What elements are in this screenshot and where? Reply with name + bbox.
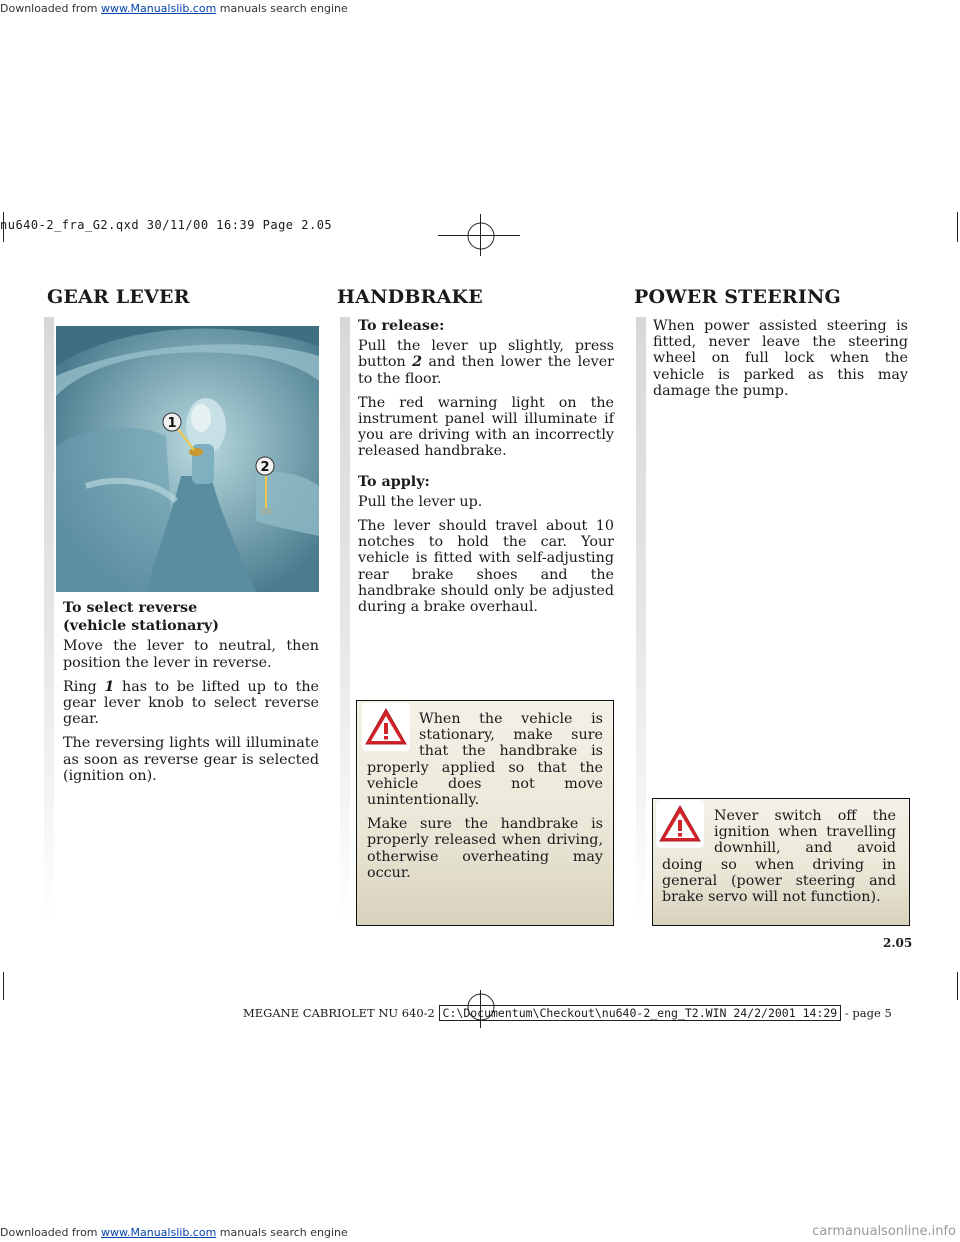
- registration-mark-top: [466, 221, 496, 251]
- manualslib-link[interactable]: www.Manualslib.com: [101, 1226, 217, 1239]
- watermark: carmanualsonline.info: [812, 1224, 956, 1239]
- warning-light-text: The red warning light on the instrument panel will illuminate if you are driving with an incorrectly released handbrake.: [358, 394, 614, 460]
- icon-text-spacer: [367, 711, 419, 759]
- power-steering-text: [653, 318, 908, 407]
- download-prefix: Downloaded from: [0, 1226, 102, 1239]
- download-credit: [0, 1226, 348, 1239]
- footer-suffix: - page 5: [844, 1006, 892, 1020]
- release-text: Pull the lever up slightly, press button 2 and then lower the lever to the floor.: [358, 338, 614, 387]
- download-credit-top: [0, 2, 348, 15]
- handbrake-warning-text: [367, 711, 603, 889]
- gear-lever-title: GEAR LEVER: [47, 286, 190, 308]
- reverse-p1: Move the lever to neutral, then position the lever in reverse.: [63, 638, 319, 671]
- footer-path: C:\Documentum\Checkout\nu640-2_eng_T2.WIN 24/2/2001 14:29: [439, 1005, 842, 1021]
- gear-lever-illustration: [56, 326, 319, 592]
- apply-text: Pull the lever up.: [358, 493, 483, 510]
- download-suffix-top: manuals search engine: [216, 2, 348, 15]
- download-prefix-top: Downloaded from: [0, 2, 102, 15]
- gear-lever-photo: [56, 326, 319, 592]
- gear-lever-text: [63, 600, 319, 792]
- apply-head: To apply:: [358, 473, 430, 490]
- reverse-subhead-1: To select reverse: [63, 600, 198, 616]
- page-number: 2.05: [883, 936, 913, 950]
- power-steering-warning-p1: Never switch off the ignition when travelling downhill, and avoid doing so when driving in general (power steering and brake servo will not function).: [662, 808, 896, 906]
- icon-text-spacer: [662, 808, 714, 856]
- manualslib-link-top[interactable]: www.Manualslib.com: [101, 2, 217, 15]
- power-steering-p1: When power assisted steering is fitted, never leave the steering wheel on full lock when the vehicle is parked as this may damage the pump.: [653, 318, 908, 399]
- footer-prefix: MEGANE CABRIOLET NU 640-2: [243, 1006, 435, 1020]
- column-bar-handbrake: [340, 317, 350, 922]
- callout-2-label: 2: [260, 460, 270, 475]
- reverse-p2: Ring 1 has to be lifted up to the gear lever knob to select reverse gear.: [63, 678, 319, 728]
- callout-1-label: 1: [167, 416, 177, 431]
- release-head: To release:: [358, 318, 445, 334]
- handbrake-warning-p1: When the vehicle is stationary, make sure that the handbrake is properly applied so that the vehicle does not move unintentionally.: [367, 711, 603, 809]
- power-steering-warning-text: [662, 808, 896, 913]
- column-bar-steering: [636, 317, 646, 922]
- handbrake-title: HANDBRAKE: [337, 286, 483, 308]
- power-steering-title: POWER STEERING: [634, 286, 841, 308]
- handbrake-text: [358, 318, 614, 623]
- notches-text: The lever should travel about 10 notches to hold the car. Your vehicle is fitted with self-adjusting rear brake shoes and the handbrake should only be adjusted during a brake overhaul.: [358, 518, 614, 616]
- reverse-p3: The reversing lights will illuminate as soon as reverse gear is selected (ignition on).: [63, 735, 319, 784]
- reverse-subhead-2: (vehicle stationary): [63, 618, 219, 635]
- handbrake-warning-p2: Make sure the handbrake is properly released when driving, otherwise overheating may occur.: [367, 816, 603, 881]
- download-suffix: manuals search engine: [216, 1226, 348, 1239]
- file-slug: nu640-2_fra_G2.qxd 30/11/00 16:39 Page 2.05: [0, 218, 333, 232]
- column-bar-gear: [44, 317, 54, 922]
